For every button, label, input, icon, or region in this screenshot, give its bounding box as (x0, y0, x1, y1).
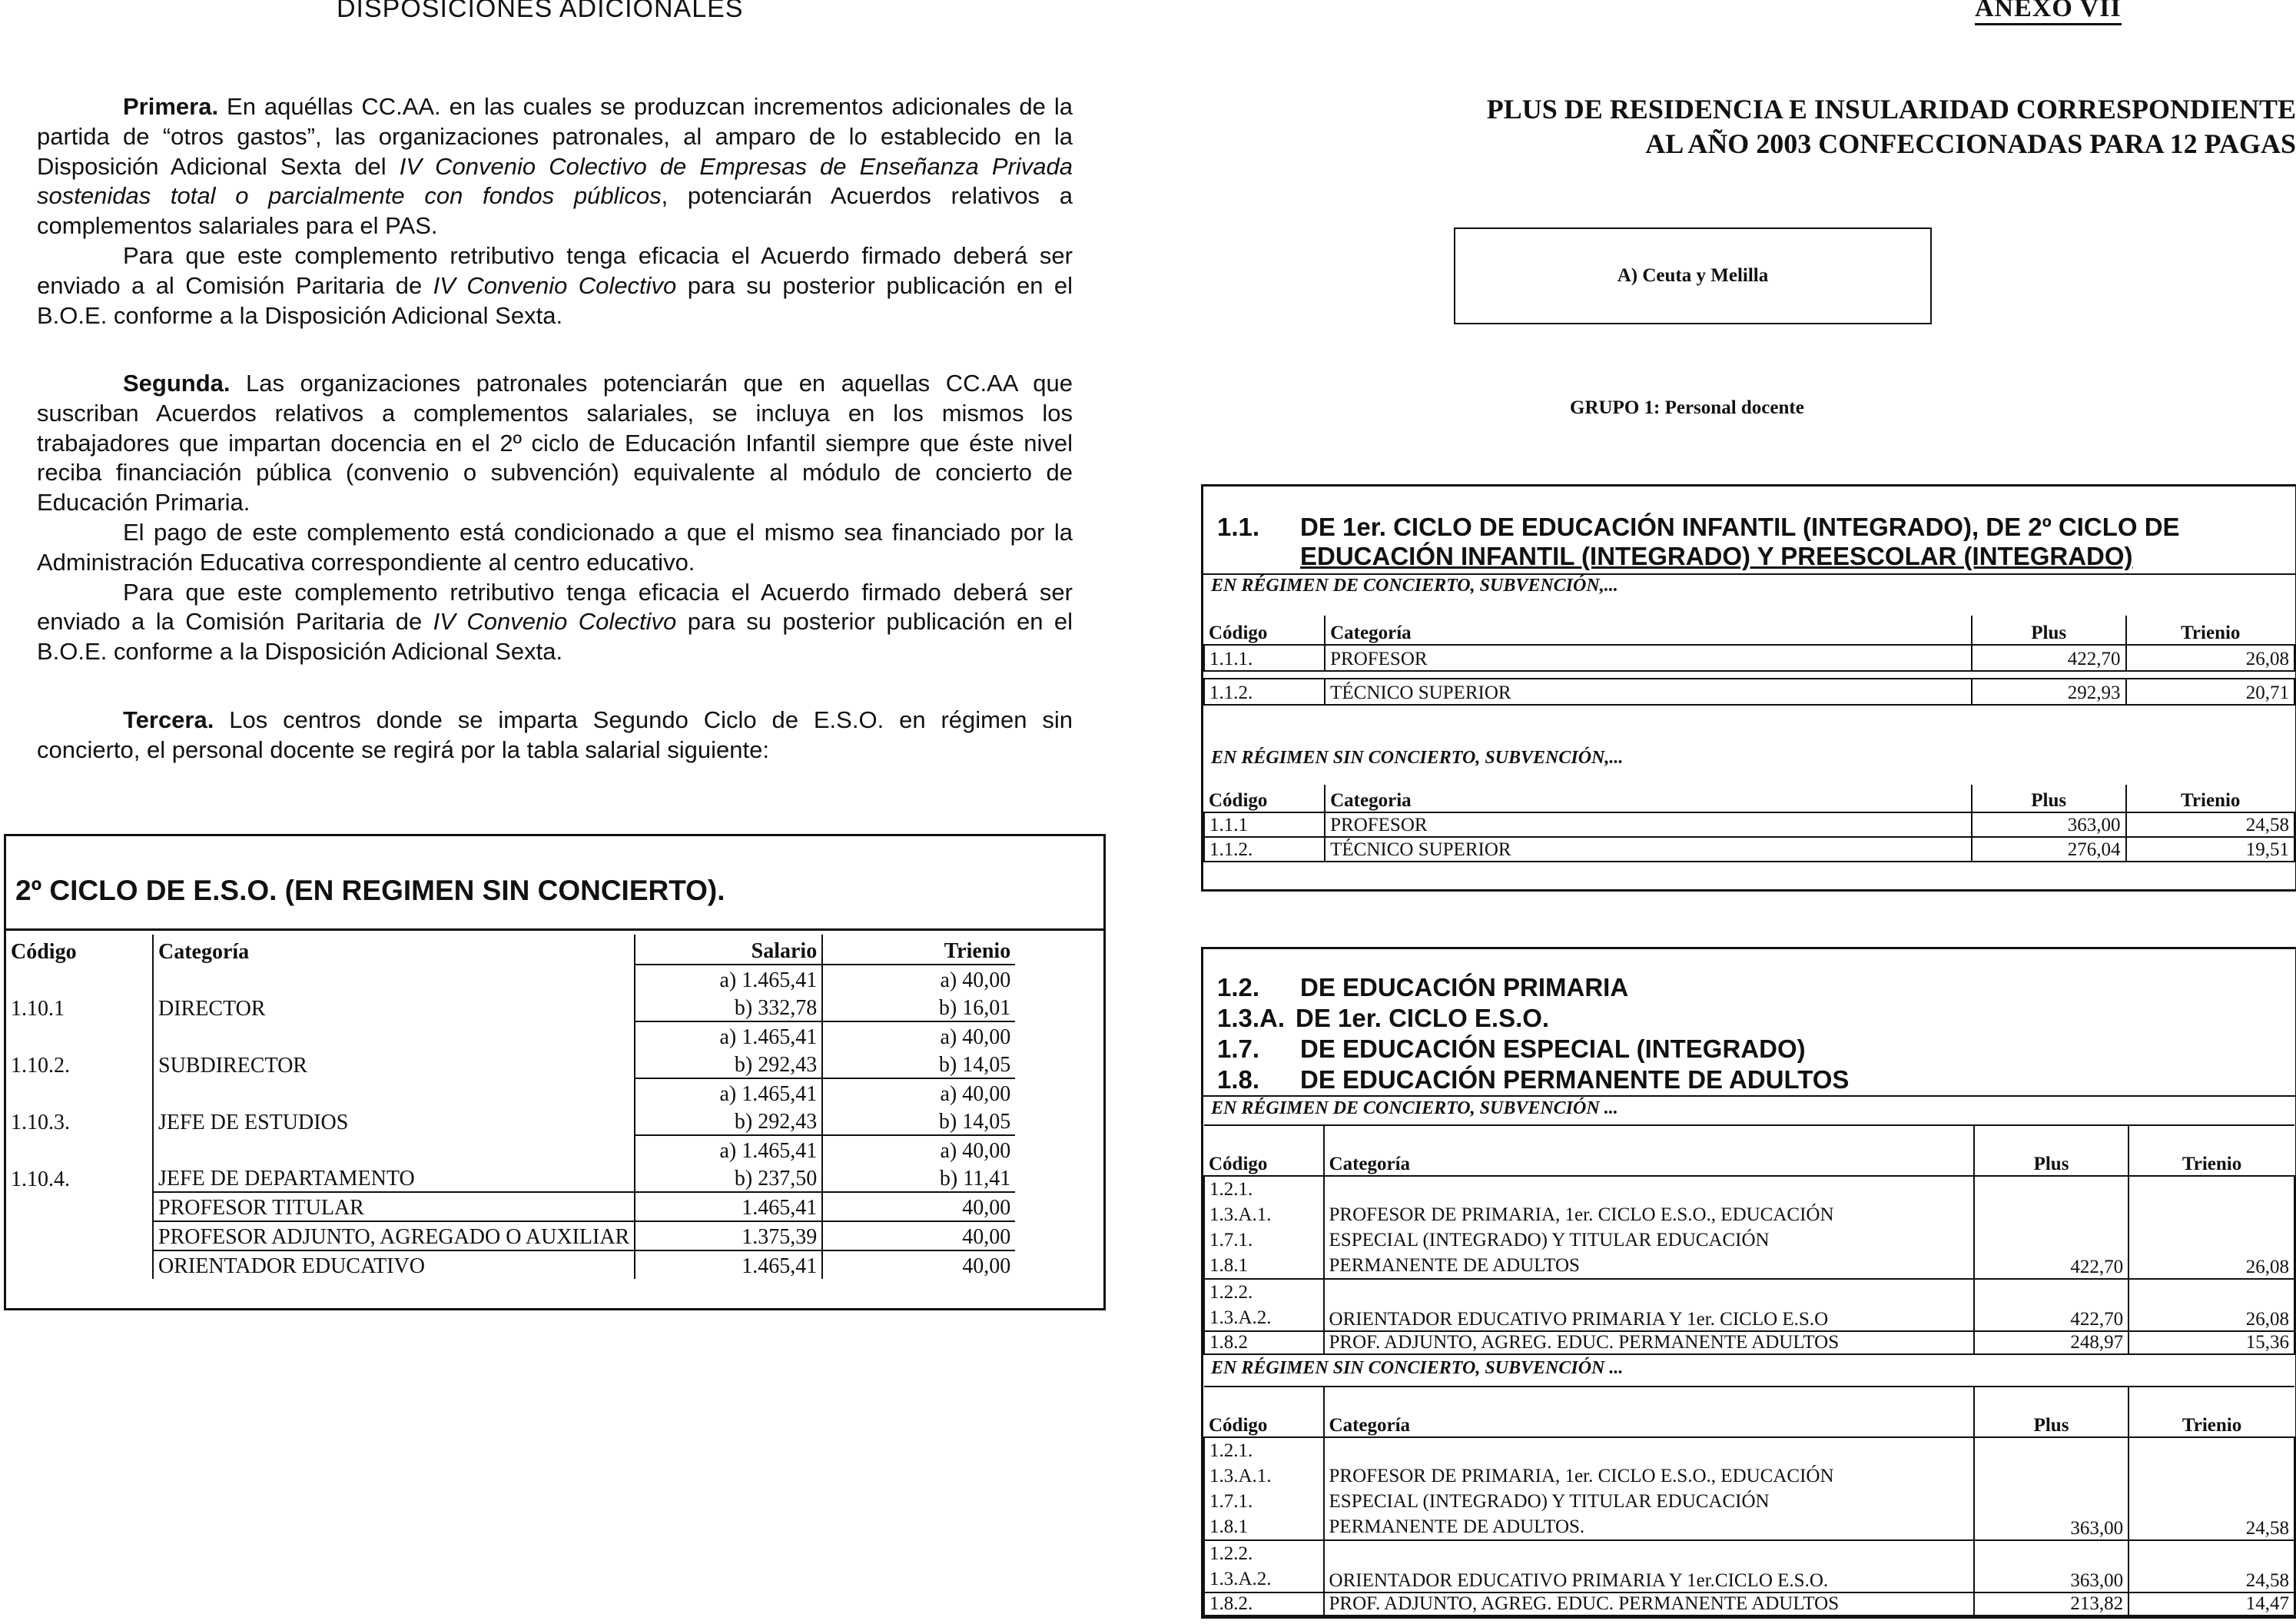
cell-codigo-group (1204, 1176, 1324, 1279)
cell-codigo: 1.2.2. (1209, 1282, 1253, 1303)
block1-divider (1203, 573, 2295, 575)
cell-trienio: 40,00 (822, 1192, 1015, 1221)
cell-plus: 213,82 (1974, 1592, 2128, 1616)
table-row (1204, 1279, 2294, 1331)
cell-salario: 1.375,39 (635, 1221, 822, 1250)
cell-plus: 292,93 (1972, 679, 2126, 705)
cell-codigo: 1.8.2 (1204, 1331, 1324, 1354)
document-title (1391, 92, 2296, 161)
col-trienio-header: Trienio (2126, 616, 2294, 645)
primera-p2-italic: IV Convenio Colectivo (433, 271, 677, 299)
cell-trienio: 24,58 (2128, 1437, 2294, 1540)
cell-categoria: PROF. ADJUNTO, AGREG. EDUC. PERMANENTE ADULTOS (1324, 1592, 1974, 1616)
block2-titles (1296, 972, 1850, 1095)
eso-table-grid (6, 935, 1015, 1279)
tercera-text: Los centros donde se imparta Segundo Ciclo de E.S.O. en régimen sin concierto, el personal docente se regirá por la tabla salarial siguiente: (37, 706, 1073, 763)
title-line-2: AL AÑO 2003 CONFECCIONADAS PARA 12 PAGAS (1645, 128, 2296, 159)
block2-title: DE EDUCACIÓN ESPECIAL (INTEGRADO) (1300, 1035, 1806, 1063)
cell-categoria: PROFESOR ADJUNTO, AGREGADO O AUXILIAR (153, 1221, 635, 1250)
col-trienio-header: Trienio (2126, 785, 2294, 812)
cell-trienio-a: a) 40,00 (822, 965, 1015, 993)
table-row (1204, 1540, 2294, 1592)
cell-plus: 422,70 (1974, 1176, 2128, 1279)
cell-categoria: PROFESOR (1325, 812, 1972, 837)
left-page (0, 0, 1118, 1624)
eso-title-divider (6, 928, 1103, 931)
table-row (6, 965, 1015, 993)
segunda-paragraph-2 (37, 518, 1073, 578)
col-codigo-header: Código (1209, 1415, 1268, 1436)
cell-salario-a: a) 1.465,41 (635, 1021, 822, 1050)
col-trienio-header: Trienio (2128, 1387, 2294, 1437)
cell-codigo: 1.10.1 (11, 997, 65, 1021)
cell-plus: 276,04 (1972, 837, 2126, 862)
col-trienio-header: Trienio (2128, 1125, 2294, 1176)
cell-categoria: TÉCNICO SUPERIOR (1325, 837, 1972, 862)
cell-codigo: 1.2.1. (1209, 1179, 1253, 1200)
block2-table-1 (1203, 1124, 2295, 1355)
cell-salario-b: b) 237,50 (635, 1164, 822, 1192)
table-header-row (1204, 1387, 2294, 1437)
cell-codigo-group (1204, 1279, 1324, 1331)
cell-codigo: 1.1.2. (1204, 679, 1325, 705)
cell-plus: 363,00 (1974, 1437, 2128, 1540)
cell-plus: 422,70 (1974, 1279, 2128, 1331)
cell-codigo: 1.7.1. (1209, 1491, 1253, 1512)
cell-codigo: 1.3.A.1. (1209, 1204, 1272, 1225)
tercera-lead: Tercera. (123, 706, 214, 733)
cell-trienio: 24,58 (2126, 812, 2294, 837)
primera-p2-b: para su posterior publicación en el B.O.E. conforme a la Disposición Adicional Sexta. (37, 271, 1073, 329)
table-row (6, 1135, 1015, 1164)
table-row (6, 1221, 1015, 1250)
cell-categoria: JEFE DE DEPARTAMENTO (153, 1164, 635, 1192)
col-plus-header: Plus (1974, 1387, 2128, 1437)
zone-box: A) Ceuta y Melilla (1454, 227, 1932, 324)
cell-codigo: 1.3.A.2. (1209, 1307, 1272, 1328)
cell-categoria: PROFESOR (1325, 645, 1972, 671)
segunda-p2: El pago de este complemento está condicionado a que el mismo sea financiado por la Administración Educativa correspondiente al centro educativo. (37, 518, 1073, 576)
cell-trienio-b: b) 14,05 (822, 1050, 1015, 1078)
cell-codigo: 1.1.1 (1204, 812, 1325, 837)
primera-lead: Primera. (123, 93, 219, 120)
block1-table-1 (1203, 616, 2295, 706)
cell-trienio-a: a) 40,00 (822, 1135, 1015, 1164)
cell-categoria: DIRECTOR (153, 993, 635, 1021)
segunda-p3-italic: IV Convenio Colectivo (433, 608, 677, 636)
col-plus-header: Plus (1972, 785, 2126, 812)
col-codigo-header: Código (1209, 623, 1268, 643)
cell-categoria (1329, 1177, 1969, 1202)
table-header-row (1204, 785, 2294, 812)
segunda-lead: Segunda. (123, 370, 231, 397)
annex-header: ANEXO VII (1975, 0, 2122, 25)
cell-salario: 1.465,41 (635, 1192, 822, 1221)
segunda-section (37, 369, 1073, 667)
segunda-paragraph-3 (37, 578, 1073, 667)
cell-codigo: 1.3.A.1. (1209, 1466, 1272, 1486)
cell-codigo: 1.2.2. (1209, 1543, 1253, 1564)
table-row (6, 1078, 1015, 1107)
cell-salario-a: a) 1.465,41 (635, 1078, 822, 1107)
primera-text-a: En aquéllas CC.AA. en las cuales se produzcan incrementos adicionales de la partida de “otros gastos”, las organizaciones patronales, al amparo de lo establecido en la Disposición Adicional Sexta del (37, 93, 1073, 180)
cell-trienio: 15,36 (2128, 1331, 2294, 1354)
table-row (1204, 1331, 2294, 1354)
primera-p2-a: Para que este complemento retributivo tenga eficacia el Acuerdo firmado deberá ser enviado a al Comisión Paritaria de (37, 241, 1073, 299)
block2-nums (1217, 972, 1285, 1095)
cell-categoria: ORIENTADOR EDUCATIVO PRIMARIA Y 1er.CICLO E.S.O. (1324, 1540, 1974, 1592)
col-categoria-header: Categoría (1324, 1387, 1974, 1437)
cell-salario-b: b) 332,78 (635, 993, 822, 1021)
cell-codigo: 1.8.1 (1209, 1516, 1248, 1537)
block1-table-2 (1203, 785, 2295, 862)
cell-trienio-b: b) 11,41 (822, 1164, 1015, 1192)
cell-trienio: 20,71 (2126, 679, 2294, 705)
eso-header-row (6, 935, 1015, 965)
cell-categoria: PROFESOR DE PRIMARIA, 1er. CICLO E.S.O., EDUCACIÓN (1329, 1466, 1834, 1486)
cell-categoria: PROFESOR DE PRIMARIA, 1er. CICLO E.S.O., EDUCACIÓN (1329, 1204, 1834, 1225)
title-line-1: PLUS DE RESIDENCIA E INSULARIDAD CORRESPONDIENTE (1486, 94, 2296, 125)
cell-salario-b: b) 292,43 (635, 1107, 822, 1135)
block2-num: 1.2. (1217, 973, 1260, 1001)
cell-plus: 422,70 (1972, 645, 2126, 671)
col-categoria-header: Categoría (1324, 1125, 1974, 1176)
table-row (1204, 812, 2294, 837)
col-codigo-header: Código (1209, 790, 1268, 811)
primera-paragraph-1 (37, 92, 1073, 241)
eso-table-title: 2º CICLO DE E.S.O. (EN REGIMEN SIN CONCIERTO). (15, 875, 725, 906)
block2-divider (1203, 1095, 2295, 1097)
col-plus-header: Plus (1972, 616, 2126, 645)
table-header-row (1204, 1125, 2294, 1176)
cell-categoria: PERMANENTE DE ADULTOS. (1329, 1516, 1585, 1537)
cell-categoria (1329, 1438, 1969, 1463)
table-row (6, 1107, 1015, 1135)
cell-trienio-b: b) 16,01 (822, 993, 1015, 1021)
table-row (1204, 837, 2294, 862)
cell-trienio: 24,58 (2128, 1540, 2294, 1592)
cell-categoria: ESPECIAL (INTEGRADO) Y TITULAR EDUCACIÓN (1329, 1230, 1770, 1250)
cell-categoria: ORIENTADOR EDUCATIVO (153, 1250, 635, 1279)
col-codigo-header: Código (11, 940, 77, 964)
col-categoria-header: Categoría (153, 935, 635, 965)
cell-categoria: PROFESOR TITULAR (153, 1192, 635, 1221)
primera-paragraph-2 (37, 241, 1073, 330)
cell-categoria: PERMANENTE DE ADULTOS (1329, 1255, 1580, 1276)
table-row (6, 1050, 1015, 1078)
cell-trienio: 40,00 (822, 1250, 1015, 1279)
cell-codigo-group (1204, 1437, 1324, 1540)
block-infantil (1201, 484, 2296, 892)
segunda-p3-a: Para que este complemento retributivo tenga eficacia el Acuerdo firmado deberá ser enviado a la Comisión Paritaria de (37, 578, 1073, 636)
table-header-row (1204, 616, 2294, 645)
block1-title-2: EDUCACIÓN INFANTIL (INTEGRADO) Y PREESCOLAR (INTEGRADO) (1300, 542, 2133, 570)
table-row (6, 1250, 1015, 1279)
cell-trienio: 19,51 (2126, 837, 2294, 862)
cell-plus: 363,00 (1972, 812, 2126, 837)
cell-codigo-group (1204, 1540, 1324, 1592)
primera-text-b: , potenciarán Acuerdos relativos a complementos salariales para el PAS. (37, 182, 1073, 240)
cell-codigo: 1.2.1. (1209, 1440, 1253, 1461)
col-codigo-header: Código (1209, 1154, 1268, 1174)
block2-title: DE 1er. CICLO E.S.O. (1296, 1004, 1550, 1032)
block2-table-2 (1203, 1386, 2295, 1616)
table-row (1204, 1592, 2294, 1616)
table-row (6, 1021, 1015, 1050)
cell-trienio: 40,00 (822, 1221, 1015, 1250)
cell-trienio: 26,08 (2126, 645, 2294, 671)
col-categoria-header: Categoría (1325, 616, 1972, 645)
block1-num: 1.1. (1217, 513, 1260, 541)
grupo-heading: GRUPO 1: Personal docente (1570, 397, 1804, 418)
cell-categoria: TÉCNICO SUPERIOR (1325, 679, 1972, 705)
cell-codigo: 1.10.2. (11, 1054, 70, 1078)
block-primaria (1201, 947, 2296, 1619)
cell-trienio-b: b) 14,05 (822, 1107, 1015, 1135)
cell-trienio-a: a) 40,00 (822, 1021, 1015, 1050)
col-trienio-header: Trienio (822, 935, 1015, 965)
cell-plus: 248,97 (1974, 1331, 2128, 1354)
cell-categoria-group (1324, 1176, 1974, 1279)
cell-codigo: 1.10.3. (11, 1111, 70, 1134)
cell-trienio-a: a) 40,00 (822, 1078, 1015, 1107)
segunda-text: Las organizaciones patronales potenciarán que en aquellas CC.AA que suscriban Acuerdos relativos a complementos salariales, se incluya en los mismos los trabajadores que impartan docencia en el 2º ciclo de Educación Infantil siempre que éste nivel reciba financiación pública (convenio o subvención) equivalente al módulo de concierto de Educación Primaria. (37, 370, 1073, 516)
tercera-paragraph (37, 706, 1073, 766)
primera-section (37, 92, 1073, 330)
table-row (1204, 1437, 2294, 1540)
cell-trienio: 14,47 (2128, 1592, 2294, 1616)
cell-codigo: 1.10.4. (11, 1167, 70, 1191)
cell-categoria: ORIENTADOR EDUCATIVO PRIMARIA Y 1er. CICLO E.S.O (1324, 1279, 1974, 1331)
tercera-section (37, 706, 1073, 766)
col-salario-header: Salario (635, 935, 822, 965)
cell-codigo: 1.1.2. (1204, 837, 1325, 862)
table-row (1204, 645, 2294, 671)
block1-title-1: DE 1er. CICLO DE EDUCACIÓN INFANTIL (INTEGRADO), DE 2º CICLO DE (1300, 513, 2180, 541)
block1-regime-2: EN RÉGIMEN SIN CONCIERTO, SUBVENCIÓN,... (1211, 748, 1624, 768)
cell-salario: 1.465,41 (635, 1250, 822, 1279)
cell-categoria: ESPECIAL (INTEGRADO) Y TITULAR EDUCACIÓN (1329, 1491, 1770, 1512)
segunda-p3-b: para su posterior publicación en el B.O.E. conforme a la Disposición Adicional Sexta. (37, 608, 1073, 666)
table-row (1204, 679, 2294, 705)
segunda-paragraph-1 (37, 369, 1073, 518)
eso-salary-table (4, 834, 1106, 1310)
block2-title: DE EDUCACIÓN PRIMARIA (1300, 973, 1629, 1001)
block2-title: DE EDUCACIÓN PERMANENTE DE ADULTOS (1300, 1065, 1850, 1094)
block2-regime-2: EN RÉGIMEN SIN CONCIERTO, SUBVENCIÓN ... (1211, 1358, 1624, 1378)
table-row (1204, 1176, 2294, 1279)
cell-codigo: 1.7.1. (1209, 1230, 1253, 1250)
cell-codigo: 1.8.2. (1204, 1592, 1324, 1616)
col-categoria-header: Categoria (1325, 785, 1972, 812)
cell-codigo: 1.8.1 (1209, 1255, 1248, 1276)
cell-categoria-group (1324, 1437, 1974, 1540)
col-plus-header: Plus (1974, 1125, 2128, 1176)
cell-salario-b: b) 292,43 (635, 1050, 822, 1078)
block1-regime-1: EN RÉGIMEN DE CONCIERTO, SUBVENCIÓN,... (1211, 576, 1618, 596)
cell-trienio: 26,08 (2128, 1176, 2294, 1279)
cell-categoria: SUBDIRECTOR (153, 1050, 635, 1078)
cell-codigo: 1.1.1. (1204, 645, 1325, 671)
left-page-header: DISPOSICIONES ADICIONALES (337, 0, 744, 23)
block2-num: 1.3.A. (1217, 1004, 1286, 1032)
cell-trienio: 26,08 (2128, 1279, 2294, 1331)
cell-salario-a: a) 1.465,41 (635, 1135, 822, 1164)
table-row (6, 1164, 1015, 1192)
right-page (1153, 0, 2296, 1624)
block2-num: 1.7. (1217, 1035, 1260, 1063)
block2-regime-1: EN RÉGIMEN DE CONCIERTO, SUBVENCIÓN ... (1211, 1098, 1618, 1118)
block2-num: 1.8. (1217, 1065, 1260, 1094)
cell-categoria: JEFE DE ESTUDIOS (153, 1107, 635, 1135)
table-row (6, 993, 1015, 1021)
cell-categoria: PROF. ADJUNTO, AGREG. EDUC. PERMANENTE ADULTOS (1324, 1331, 1974, 1354)
cell-codigo: 1.3.A.2. (1209, 1569, 1272, 1589)
cell-plus: 363,00 (1974, 1540, 2128, 1592)
primera-convenio-italic: IV Convenio Colectivo de Empresas de Enseñanza Privada sostenidas total o parcialmente con fondos públicos (37, 152, 1073, 210)
cell-salario-a: a) 1.465,41 (635, 965, 822, 993)
table-row (6, 1192, 1015, 1221)
